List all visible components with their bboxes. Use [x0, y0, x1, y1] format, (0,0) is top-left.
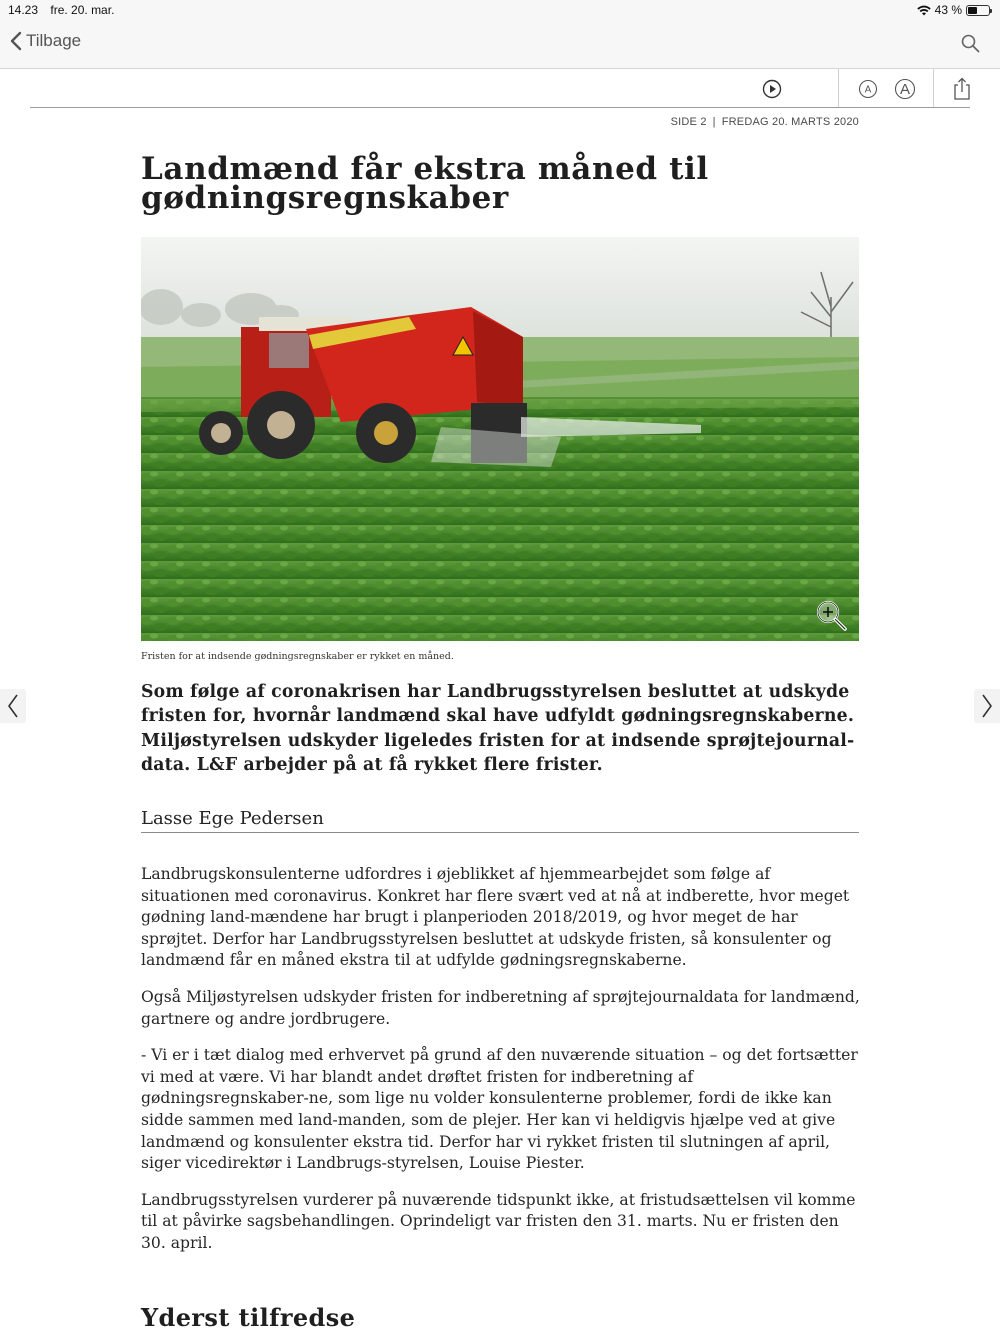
font-large-glyph: A [899, 81, 911, 98]
body-paragraph: Også Miljøstyrelsen udskyder fristen for indberetning af sprøjtejournaldata for landmænd, gartnere og andre jordbrugere. [141, 987, 860, 1028]
status-time: 14.23 [8, 3, 39, 17]
status-date: fre. 20. mar. [50, 3, 115, 17]
chevron-right-icon [981, 693, 993, 719]
play-icon [762, 79, 782, 99]
article-body [141, 864, 861, 1270]
zoom-in-icon [815, 599, 849, 633]
search-button[interactable] [961, 34, 980, 57]
share-icon [952, 77, 972, 101]
share-button[interactable] [950, 77, 974, 101]
font-large-icon [894, 78, 916, 100]
body-paragraph: Landbrugskonsulenterne udfordres i øjeblikket af hjemmearbejdet som følge af situationen med coronavirus. Konkret har flere svært ved at nå at indberette, hvor meget gødning land-mændene har brugt i planperioden 2018/2019, og hvor meget de har sprøjtet. Derfor har Landbrugsstyrelsen besluttet at udskyde fristen, så konsulenter og landmænd får en måned ekstra til at udfylde gødningsregnskaberne. [141, 865, 850, 970]
article-headline: Landmænd får ekstra måned til gødningsregnskaber [141, 151, 709, 216]
toolbar-divider [838, 69, 839, 107]
article-lead: Som følge af coronakrisen har Landbrugsstyrelsen besluttet at udskyde fristen for, hvornår landmænd skal have udfyldt gødningsregnskaberne. Miljøstyrelsen udskyder ligeledes fristen for at indsende sprøjtejournal-data. L&F arbejder på at få rykket flere frister. [141, 682, 855, 775]
body-paragraph: - Vi er i tæt dialog med erhvervet på grund af den nuværende situation – og det fortsætter vi med at være. Vi har blandt andet drøftet fristen for indberetning af gødningsregnskaber-ne, som lige nu volder konsulenterne problemer, fordi de ikke kan sidde sammen med land-manden, som de plejer. Her kan vi heldigvis hjælpe ved at give landmænd og konsulenter ekstra tid. Derfor har vi rykket fristen til slutningen af april, siger vicedirektør i Landbrugs-styrelsen, Louise Piester. [141, 1046, 858, 1173]
status-bar-right [917, 3, 990, 17]
play-audio-button[interactable] [760, 77, 784, 101]
font-small-glyph: A [864, 84, 872, 96]
article-toolbar [30, 69, 970, 108]
wifi-icon [917, 5, 931, 16]
tractor-field-image [141, 237, 859, 641]
previous-page-button[interactable] [0, 689, 26, 723]
font-smaller-button[interactable] [856, 77, 880, 101]
zoom-image-button[interactable] [815, 599, 849, 633]
battery-percent: 43 % [934, 3, 962, 17]
back-button[interactable] [10, 31, 81, 51]
battery-level [968, 7, 977, 14]
issue-date: FREDAG 20. MARTS 2020 [721, 116, 859, 128]
next-page-button[interactable] [974, 689, 1000, 723]
top-bar [0, 0, 1000, 69]
body-paragraph: Landbrugsstyrelsen vurderer på nuværende tidspunkt ikke, at fristudsættelsen vil komme til at påvirke sagsbehandlingen. Oprindeligt var fristen den 31. marts. Nu er fristen den 30. april. [141, 1190, 856, 1252]
article-meta [671, 116, 859, 128]
article-photo[interactable] [141, 237, 859, 641]
back-label: Tilbage [26, 31, 82, 50]
article-subhead: Yderst tilfredse [141, 1303, 356, 1332]
toolbar-divider [933, 69, 934, 107]
article-byline: Lasse Ege Pedersen [141, 808, 859, 833]
battery-icon [966, 5, 990, 16]
status-bar-left [8, 3, 123, 17]
meta-separator: | [712, 116, 716, 128]
page-number: SIDE 2 [670, 116, 707, 128]
chevron-left-icon [7, 693, 19, 719]
font-small-icon [858, 79, 878, 99]
chevron-left-icon [10, 31, 22, 51]
photo-caption: Fristen for at indsende gødningsregnskaber er rykket en måned. [141, 651, 454, 662]
search-icon [961, 34, 980, 53]
font-larger-button[interactable] [893, 77, 917, 101]
